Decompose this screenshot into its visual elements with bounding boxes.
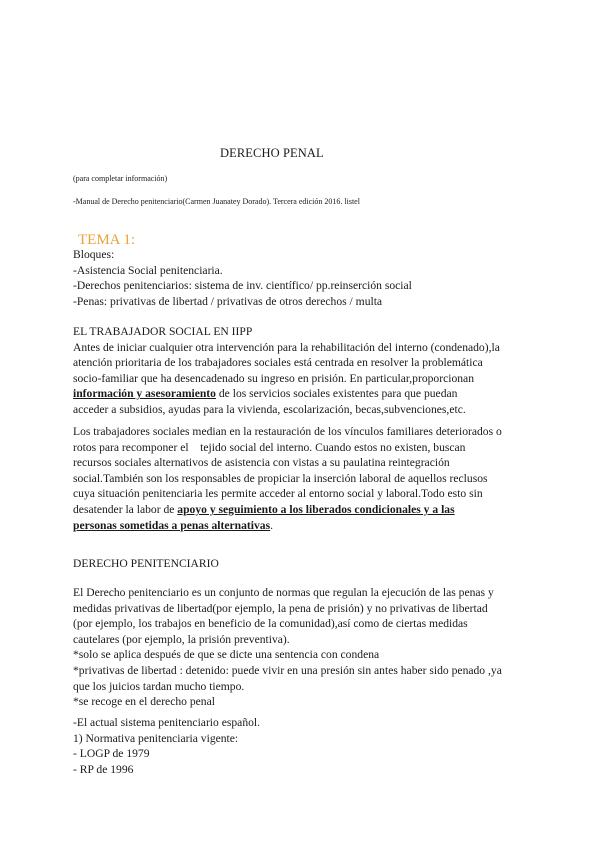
paragraph-line: - RP de 1996	[73, 762, 134, 776]
paragraph-line: *solo se aplica después de que se dicte una sentencia con condena	[73, 648, 380, 662]
paragraph-line: -El actual sistema penitenciario español.	[73, 716, 261, 729]
emphasis-text: apoyo y seguimiento a los liberados condicionales y a las	[177, 502, 455, 516]
paragraph-line: acceder a subsidios, ayudas para la vivienda, escolarización, becas,subvenciones,etc.	[73, 402, 466, 416]
section-heading: DERECHO PENITENCIARIO	[73, 557, 219, 570]
paragraph-line: *se recoge en el derecho penal	[73, 695, 215, 709]
paragraph-line: social.También son los responsables de propiciar la inserción laboral de aquellos reclusos	[73, 471, 488, 485]
paragraph-line: que los juicios tardan mucho tiempo.	[73, 679, 245, 693]
paragraph-line: *privativas de libertad : detenido: puede vivir en una presión sin antes haber sido penado ,ya	[73, 663, 502, 677]
bloques-line: -Penas: privativas de libertad / privativas de otros derechos / multa	[73, 294, 383, 308]
emphasis-text: personas sometidas a penas alternativas	[73, 518, 271, 532]
bloques-line: -Derechos penitenciarios: sistema de inv. científico/ pp.reinserción social	[73, 279, 412, 293]
bloques-line: Bloques:	[73, 248, 115, 261]
paragraph-text: .	[270, 518, 274, 532]
paragraph-line: rotos para recomponer el tejido social del interno. Cuando estos no existen, buscan	[73, 440, 466, 454]
paragraph-text: desatender la labor de	[73, 502, 178, 516]
paragraph-derecho-penitenciario	[73, 585, 533, 710]
paragraph-mediacion	[73, 424, 533, 533]
reference-line: -Manual de Derecho penitenciario(Carmen Juanatey Dorado). Tercera edición 2016. listel	[73, 197, 360, 206]
paragraph-line: recursos sociales alternativos de asistencia con vistas a su paulatina reintegración	[73, 456, 450, 470]
paragraph-line: atención prioritaria de los trabajadores sociales está centrada en resolver la problemática	[73, 356, 483, 370]
section-trabajador-social	[73, 324, 533, 418]
subtitle-note: (para completar información)	[73, 174, 168, 183]
paragraph-line: Los trabajadores sociales median en la restauración de los vínculos familiares deteriorados o	[73, 425, 502, 438]
paragraph-line: El Derecho penitenciario es un conjunto de normas que regulan la ejecución de las penas y	[73, 586, 494, 599]
paragraph-line: Antes de iniciar cualquier otra intervención para la rehabilitación del interno (condenado),la	[73, 340, 500, 354]
paragraph-line: cautelares (por ejemplo, la prisión preventiva).	[73, 632, 290, 646]
paragraph-line: 1) Normativa penitenciaria vigente:	[73, 731, 239, 745]
document-title: DERECHO PENAL	[220, 146, 324, 160]
paragraph-line	[73, 386, 533, 402]
paragraph-line	[73, 502, 533, 518]
paragraph-line: (por ejemplo, los trabajos en beneficio de la comunidad),así como de ciertas medidas	[73, 617, 468, 631]
paragraph-line: medidas privativas de libertad(por ejemplo, la pena de prisión) y no privativas de libertad	[73, 601, 488, 615]
bloques-list	[73, 247, 533, 309]
section-heading: EL TRABAJADOR SOCIAL EN IIPP	[73, 325, 253, 338]
bloques-line: -Asistencia Social penitenciaria.	[73, 263, 223, 277]
paragraph-line	[73, 518, 533, 534]
emphasis-text: información y asesoramiento	[73, 387, 216, 401]
paragraph-text: de los servicios sociales existentes para que puedan	[215, 387, 458, 401]
paragraph-sistema-actual	[73, 715, 533, 777]
tema-heading: TEMA 1:	[78, 232, 136, 248]
paragraph-line: - LOGP de 1979	[73, 747, 150, 761]
paragraph-line: socio-familiar que ha desencadenado su ingreso en prisión. En particular,proporcionan	[73, 371, 474, 385]
paragraph-line: cuya situación penitenciaria les permite acceder al entorno social y laboral.Todo esto sin	[73, 487, 483, 501]
